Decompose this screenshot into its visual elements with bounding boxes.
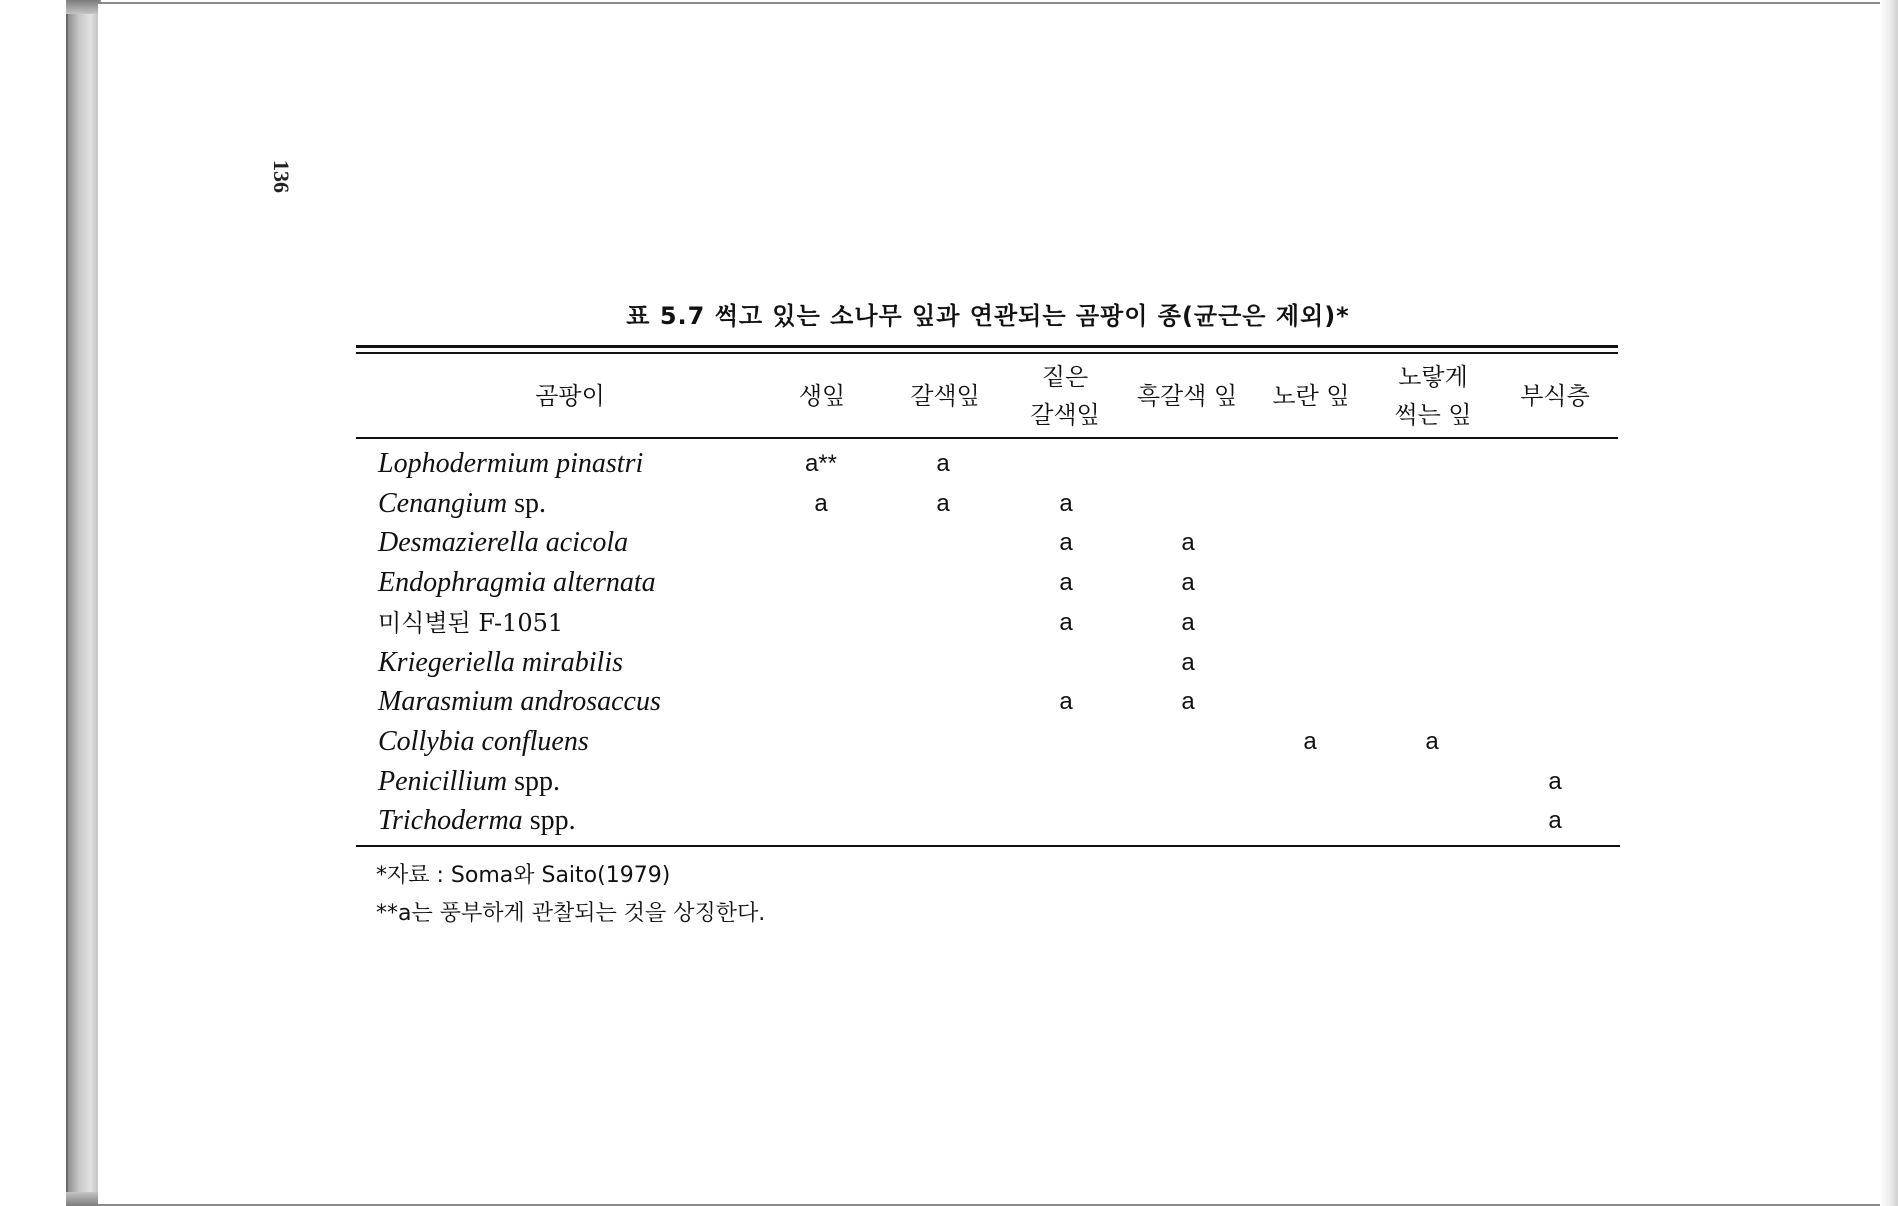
- occurrence-mark: a: [1181, 529, 1195, 556]
- table-top-rule-inner: [356, 352, 1618, 354]
- occurrence-mark: a: [1059, 609, 1073, 636]
- table-row-name: [378, 762, 560, 802]
- table-top-rule: [356, 345, 1618, 348]
- occurrence-mark: a: [936, 490, 950, 517]
- unidentified-label: 미식별된 F-1051: [378, 609, 564, 637]
- species-name: Trichoderma: [378, 805, 523, 836]
- table-row-name: [378, 563, 656, 603]
- table-header-rule: [356, 437, 1618, 439]
- occurrence-mark: a: [1425, 728, 1439, 755]
- occurrence-mark: a: [1548, 807, 1562, 834]
- header-humus: 부식층: [1520, 382, 1590, 410]
- occurrence-mark: a: [1181, 569, 1195, 596]
- footnote-source: *자료 : Soma와 Saito(1979): [376, 863, 671, 888]
- occurrence-mark: a: [1181, 649, 1195, 676]
- species-suffix: spp.: [522, 805, 576, 836]
- species-name: Penicillium: [378, 766, 508, 797]
- table-row-name: [378, 603, 563, 643]
- table-row-name: [378, 643, 623, 683]
- table-row-name: [378, 682, 661, 722]
- table-row-name: [378, 722, 589, 762]
- table-bottom-rule: [356, 845, 1620, 847]
- book-page: [98, 2, 1888, 1206]
- species-name: Cenangium: [378, 488, 508, 519]
- occurrence-mark: a: [1059, 569, 1073, 596]
- occurrence-mark: a: [936, 450, 950, 477]
- species-name: Endophragmia alternata: [378, 567, 656, 598]
- species-name: Lophodermium pinastri: [378, 448, 644, 479]
- header-fresh-leaf: 생잎: [798, 382, 846, 410]
- page-edge: [1880, 0, 1898, 1206]
- species-name: Marasmium androsaccus: [378, 686, 661, 717]
- table-row-name: [378, 801, 576, 841]
- header-yellow-leaf: 노란 잎: [1272, 382, 1350, 410]
- occurrence-mark: a: [1059, 688, 1073, 715]
- book-spine-bottom: [66, 1192, 100, 1206]
- header-black-brown-leaf: 흑갈색 잎: [1136, 382, 1238, 410]
- species-suffix: sp.: [507, 488, 547, 519]
- occurrence-mark: a: [814, 490, 828, 517]
- book-spine: [66, 0, 101, 1206]
- header-yellow-rotting-leaf: 노랗게 썩는 잎: [1394, 363, 1472, 429]
- occurrence-mark: a**: [804, 450, 838, 477]
- species-name: Collybia confluens: [378, 726, 589, 757]
- occurrence-mark: a: [1303, 728, 1317, 755]
- species-name: Kriegeriella mirabilis: [378, 647, 623, 678]
- header-brown-leaf: 갈색잎: [910, 382, 980, 410]
- table-caption: 표 5.7 썩고 있는 소나무 잎과 연관되는 곰팡이 종(균근은 제외)*: [626, 302, 1350, 330]
- footnote-abundance: **a는 풍부하게 관찰되는 것을 상징한다.: [376, 901, 766, 926]
- table-row-name: [378, 484, 546, 524]
- species-name: Desmazierella acicola: [378, 527, 629, 558]
- book-spine-top: [66, 0, 100, 14]
- occurrence-mark: a: [1181, 609, 1195, 636]
- species-suffix: spp.: [507, 766, 560, 797]
- header-fungus: 곰팡이: [535, 382, 605, 410]
- table-row-name: [378, 444, 643, 484]
- occurrence-mark: a: [1059, 529, 1073, 556]
- occurrence-mark: a: [1059, 490, 1073, 517]
- occurrence-mark: a: [1548, 768, 1562, 795]
- page-number: 136: [269, 160, 294, 193]
- occurrence-mark: a: [1181, 688, 1195, 715]
- table-row-name: [378, 523, 628, 563]
- header-dark-brown-leaf: 짙은 갈색잎: [1030, 363, 1100, 429]
